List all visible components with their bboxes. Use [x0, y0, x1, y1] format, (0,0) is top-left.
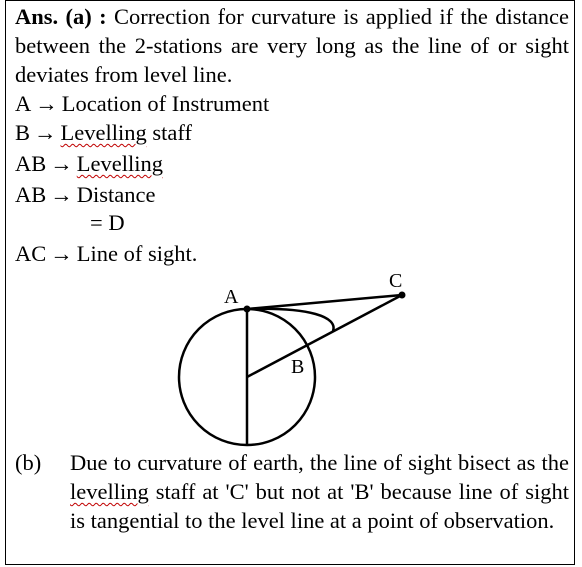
- label-c: C: [389, 270, 403, 292]
- answer-text: Correction for curvature is applied if the distance between the 2-stations are very long as the line of or sight deviates from level line.: [15, 4, 569, 87]
- right-arrow-icon: →: [34, 120, 57, 145]
- part-b-text: Due to curvature of earth, the line of sight bisect as the levelling staff at 'C' but not at 'B' because line of sight is tangential to the level line at a point of observation.: [70, 450, 569, 533]
- equals-d: = D: [90, 210, 125, 235]
- part-b-paragraph: [15, 448, 569, 535]
- definition-value: Location of Instrument: [61, 91, 270, 116]
- definition-value: Levelling: [76, 151, 163, 176]
- right-arrow-icon: →: [35, 91, 58, 116]
- label-a: A: [224, 286, 239, 308]
- curvature-diagram: [160, 265, 430, 455]
- point-a: [244, 306, 251, 313]
- definition-value: Levelling staff: [60, 120, 192, 145]
- line-of-sight-row: [15, 239, 197, 268]
- underlined-word: levelling: [70, 479, 149, 504]
- definition-row-ab-distance: [15, 180, 155, 209]
- part-b-label: (b): [15, 450, 42, 475]
- definition-value: Line of sight.: [76, 241, 198, 266]
- answer-paragraph: [15, 2, 569, 89]
- definition-value: Distance: [76, 182, 156, 207]
- definition-key: B: [15, 120, 31, 145]
- definition-key: A: [15, 91, 32, 116]
- label-b: B: [291, 356, 305, 378]
- point-c: [399, 292, 406, 299]
- definition-row-b: [15, 118, 192, 147]
- definition-key: AC: [15, 241, 47, 266]
- right-arrow-icon: →: [50, 151, 73, 176]
- answer-prefix: Ans. (a) :: [15, 4, 107, 29]
- level-line: [247, 309, 334, 331]
- definition-row-a: [15, 89, 269, 118]
- right-arrow-icon: →: [50, 241, 73, 266]
- definition-row-ab-levelling: [15, 149, 163, 178]
- definition-key: AB: [15, 151, 47, 176]
- definition-key: AB: [15, 182, 47, 207]
- right-arrow-icon: →: [50, 182, 73, 207]
